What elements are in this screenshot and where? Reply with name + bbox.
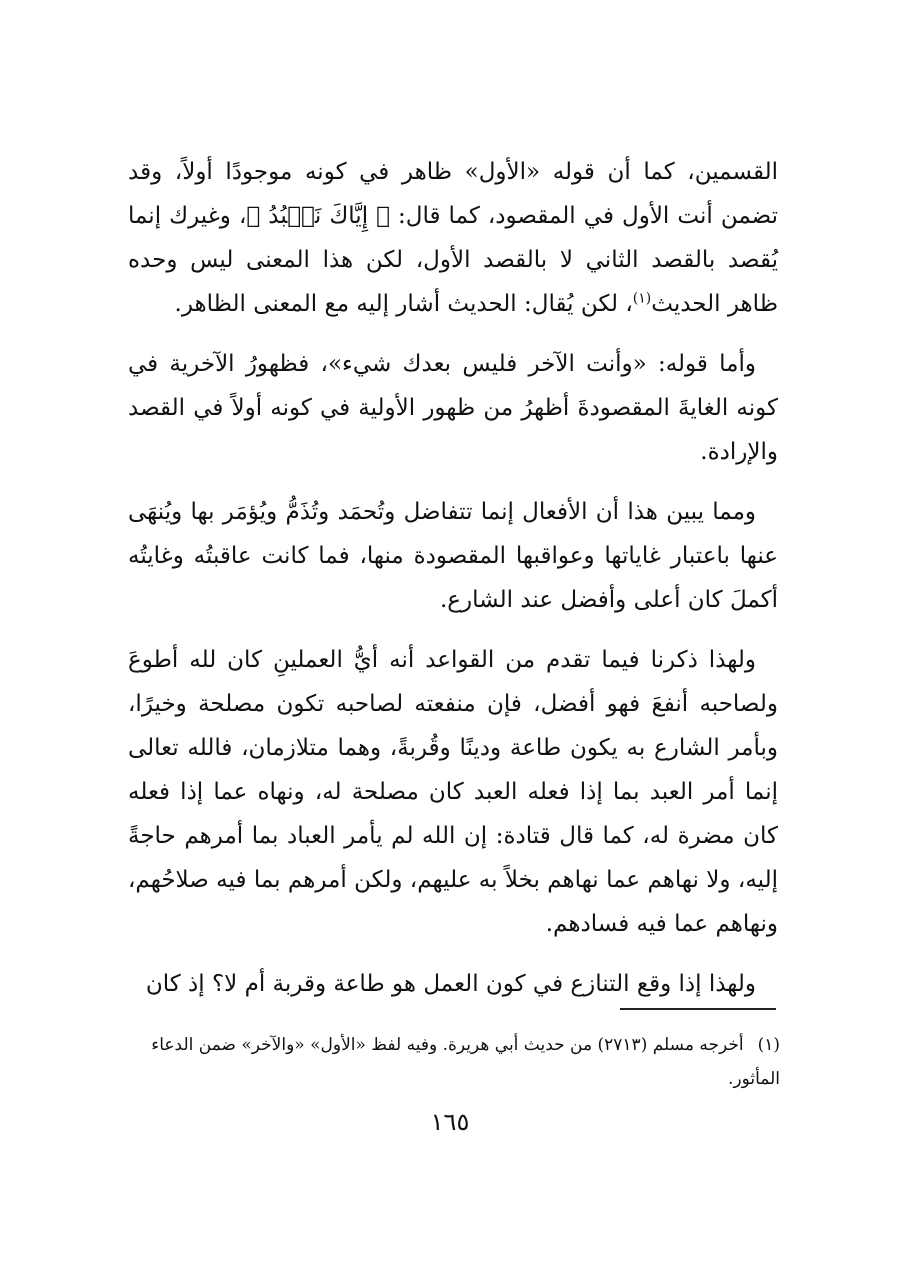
- footnote-separator: [620, 1008, 776, 1010]
- page-number: ١٦٥: [430, 1108, 470, 1136]
- paragraph-2: وأما قوله: «وأنت الآخر فليس بعدك شيء»، فظهورُ الآخرية في كونه الغايةَ المقصودةَ أظهرُ من ظهور الأولية في كونه أولاً في القصد والإرادة.: [128, 351, 778, 465]
- footnote: [120, 1028, 780, 1096]
- paragraph-3: ومما يبين هذا أن الأفعال إنما تتفاضل وتُحمَد وتُذَمُّ ويُؤمَر بها ويُنهَى عنها باعتبار غاياتها وعواقبها المقصودة منها، فما كانت عاقبتُه وغايتُه أكملَ كان أعلى وأفضل عند الشارع.: [128, 499, 778, 613]
- paragraph-4: ولهذا ذكرنا فيما تقدم من القواعد أنه أيُّ العملينِ كان لله أطوعَ ولصاحبه أنفعَ فهو أفضل، فإن منفعته لصاحبه تكون مصلحة وخيرًا، وبأمر الشارع به يكون طاعة ودينًا وقُربةً، وهما متلازمان، فالله تعالى إنما أمر العبد بما إذا فعله العبد كان مصلحة له، ونهاه عما إذا فعله كان مضرة له، كما قال قتادة: إن الله لم يأمر العباد بما أمرهم حاجةً إليه، ولا نهاهم عما نهاهم بخلاً به عليهم، ولكن أمرهم بما فيه صلاحُهم، ونهاهم عما فيه فسادهم.: [128, 647, 778, 937]
- footnote-reference: (١): [632, 290, 652, 307]
- paragraph-5: ولهذا إذا وقع التنازع في كون العمل هو طاعة وقربة أم لا؟ إذ كان: [145, 971, 756, 997]
- footnote-number: (١): [757, 1035, 780, 1055]
- main-text: [128, 150, 778, 1022]
- paragraph-1-text: القسمين، كما أن قوله «الأول» ظاهر في كونه موجودًا أولاً، وقد تضمن أنت الأول في المقصود، كما قال: ﴿ إِيَّاكَ نَعۡبُدُ ﴾، وغيرك إنما يُقصد بالقصد الثاني لا بالقصد الأول، لكن هذا المعنى ليس وحده ظاهر الحديث: [128, 159, 778, 317]
- paragraph-1: [128, 150, 778, 326]
- paragraph-1-text-after: ، لكن يُقال: الحديث أشار إليه مع المعنى الظاهر.: [174, 291, 633, 317]
- footnote-text: أخرجه مسلم (٢٧١٣) من حديث أبي هريرة. وفيه لفظ «الأول» «والآخر» ضمن الدعاء المأثور.: [151, 1035, 780, 1089]
